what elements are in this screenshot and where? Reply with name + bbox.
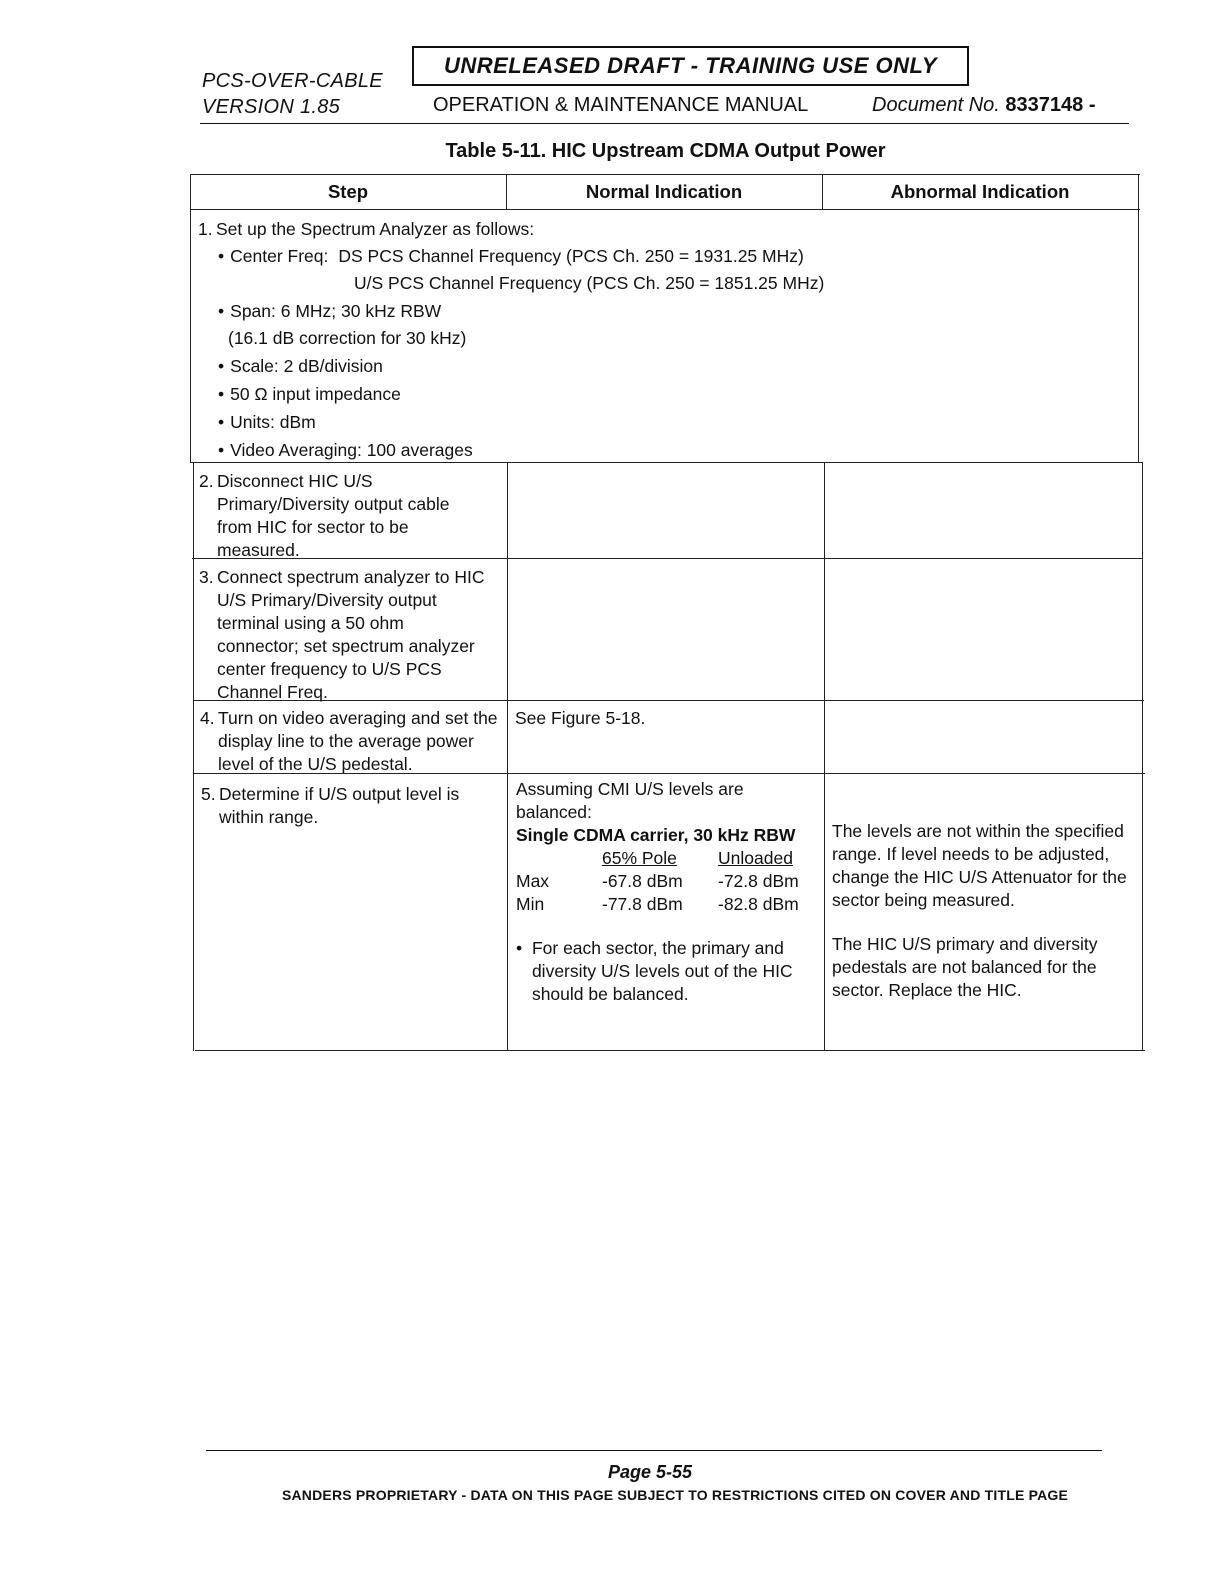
levels-min-row	[516, 893, 821, 916]
max-pole: -67.8 dBm	[602, 871, 683, 891]
impedance-setting: 50 Ω input impedance	[230, 384, 401, 404]
center-freq-ds: DS PCS Channel Frequency (PCS Ch. 250 = 1931.25 MHz)	[338, 246, 804, 266]
right-border-a	[1138, 174, 1139, 463]
version-label: VERSION 1.85	[202, 96, 341, 118]
step-1	[198, 218, 1118, 467]
document-number	[872, 94, 1095, 117]
step-3-text: Connect spectrum analyzer to HIC U/S Primary/Diversity output terminal using a 50 ohm connector; set spectrum analyzer center frequency to U/S PCS Channel Freq.	[217, 567, 485, 702]
step-2	[199, 470, 499, 562]
levels-head-unloaded: Unloaded	[718, 848, 793, 868]
scale-setting: Scale: 2 dB/division	[230, 356, 383, 376]
step-5-abnormal	[832, 820, 1137, 1002]
step-3-number: 3.	[199, 567, 214, 587]
table-title: Table 5-11. HIC Upstream CDMA Output Power	[445, 140, 886, 162]
span-setting: Span: 6 MHz; 30 kHz RBW	[230, 301, 442, 321]
col-header-normal: Normal Indication	[585, 181, 743, 202]
left-border-a	[190, 174, 191, 463]
max-label: Max	[516, 871, 550, 891]
normal-bold-heading: Single CDMA carrier, 30 kHz RBW	[516, 825, 796, 845]
span-note: (16.1 dB correction for 30 kHz)	[228, 328, 467, 348]
page-number: Page 5-55	[607, 1462, 693, 1482]
min-label: Min	[516, 894, 545, 914]
levels-head-pole: 65% Pole	[602, 848, 677, 868]
header-rule	[200, 123, 1129, 124]
left-border-b	[193, 462, 194, 1051]
step-2-text: Disconnect HIC U/S Primary/Diversity output cable from HIC for sector to be measured.	[217, 471, 450, 560]
normal-note: • For each sector, the primary and diversity U/S levels out of the HIC should be balanced.	[516, 937, 821, 1006]
abnormal-balance: The HIC U/S primary and diversity pedestals are not balanced for the sector. Replace the HIC.	[832, 934, 1098, 1000]
abnormal-range: The levels are not within the specified range. If level needs to be adjusted, change the HIC U/S Attenuator for the sector being measured.	[832, 821, 1127, 910]
draft-banner: UNRELEASED DRAFT - TRAINING USE ONLY	[412, 46, 969, 86]
step-4-text: Turn on video averaging and set the display line to the average power level of the U/S pedestal.	[218, 708, 498, 774]
doc-label: Document No.	[872, 94, 1000, 116]
step-1-intro: Set up the Spectrum Analyzer as follows:	[216, 219, 535, 239]
procedure-table	[190, 174, 1144, 1055]
doc-number: 8337148 -	[1005, 94, 1096, 116]
table-border-bottom	[195, 1050, 1145, 1051]
levels-header-row	[516, 847, 821, 870]
normal-intro: Assuming CMI U/S levels are balanced:	[516, 779, 744, 822]
col-header-step: Step	[327, 181, 369, 202]
units-setting: Units: dBm	[230, 412, 316, 432]
step-2-number: 2.	[199, 471, 214, 491]
step-4-normal: See Figure 5-18.	[515, 708, 646, 728]
step-5-number: 5.	[201, 784, 216, 804]
center-freq-label: Center Freq:	[230, 246, 329, 266]
normal-note-text: For each sector, the primary and diversity U/S levels out of the HIC should be balanced.	[531, 938, 793, 1004]
product-name: PCS-OVER-CABLE	[202, 70, 383, 92]
step-1-number: 1.	[198, 219, 213, 239]
manual-title: OPERATION & MAINTENANCE MANUAL	[433, 94, 809, 116]
step-3	[199, 566, 499, 704]
step-4	[200, 707, 502, 776]
max-unloaded: -72.8 dBm	[718, 871, 799, 891]
video-averaging-setting: Video Averaging: 100 averages	[230, 440, 473, 460]
levels-max-row	[516, 870, 821, 893]
proprietary-notice: SANDERS PROPRIETARY - DATA ON THIS PAGE SUBJECT TO RESTRICTIONS CITED ON COVER AND TITLE PAGE	[281, 1487, 1069, 1503]
center-freq-us: U/S PCS Channel Frequency (PCS Ch. 250 = 1851.25 MHz)	[354, 273, 825, 293]
step-5	[201, 783, 501, 829]
col-divider-1b	[507, 462, 508, 1051]
col-header-abnormal: Abnormal Indication	[890, 181, 1070, 202]
step-4-number: 4.	[200, 708, 215, 728]
min-unloaded: -82.8 dBm	[718, 894, 799, 914]
step-5-text: Determine if U/S output level is within range.	[219, 784, 460, 827]
col-divider-2b	[824, 462, 825, 1051]
min-pole: -77.8 dBm	[602, 894, 683, 914]
right-border-b	[1142, 462, 1143, 1051]
step-5-normal	[516, 778, 821, 1006]
footer-rule	[206, 1450, 1102, 1451]
